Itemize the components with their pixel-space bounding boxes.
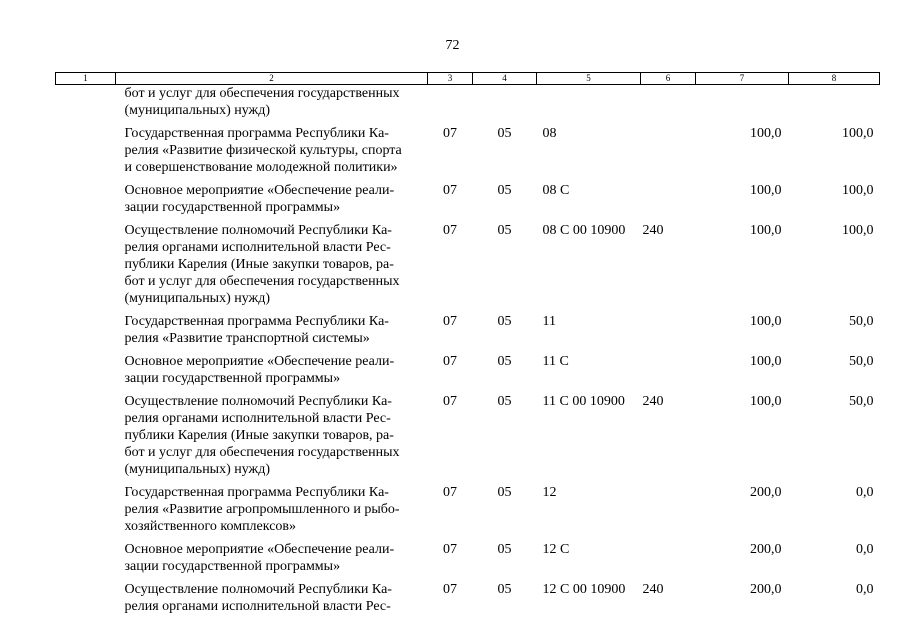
subsection-code bbox=[473, 85, 537, 120]
header-col-8: 8 bbox=[789, 73, 880, 85]
row-description bbox=[116, 387, 428, 478]
table-header bbox=[56, 73, 880, 85]
description-line: зации государственной программы» bbox=[124, 371, 341, 386]
description-line: релия «Развитие агропромышленного и рыбо- bbox=[124, 502, 400, 517]
expense-type-code bbox=[641, 176, 696, 216]
target-article-code: 11 С 00 10900 bbox=[542, 394, 625, 409]
header-col-6: 6 bbox=[641, 73, 696, 85]
section-code: 07 bbox=[443, 582, 457, 597]
subsection-code: 05 bbox=[497, 183, 512, 198]
target-article-code bbox=[537, 85, 641, 120]
table-body bbox=[56, 85, 880, 616]
table-row bbox=[56, 387, 880, 478]
description-line: (муниципальных) нужд) bbox=[124, 462, 271, 477]
table-row bbox=[56, 478, 880, 535]
budget-table bbox=[55, 72, 880, 615]
amount-year-1: 100,0 bbox=[750, 183, 782, 198]
section-code: 07 bbox=[443, 126, 457, 141]
description-line: релия органами исполнительной власти Рес- bbox=[124, 599, 391, 614]
section-code: 07 bbox=[443, 223, 457, 238]
header-col-5: 5 bbox=[537, 73, 641, 85]
target-article-code: 08 bbox=[542, 126, 557, 141]
amount-year-1: 100,0 bbox=[750, 314, 782, 329]
expense-type-code: 240 bbox=[642, 582, 664, 597]
target-article-code: 11 С bbox=[542, 354, 569, 369]
table-row bbox=[56, 176, 880, 216]
row-number-cell bbox=[56, 216, 116, 307]
page-number: 72 bbox=[445, 38, 460, 53]
amount-year-2: 0,0 bbox=[856, 582, 874, 597]
subsection-code: 05 bbox=[497, 223, 512, 238]
description-line: публики Карелия (Иные закупки товаров, ра- bbox=[124, 428, 394, 443]
amount-year-2: 100,0 bbox=[842, 126, 874, 141]
amount-year-2: 50,0 bbox=[849, 394, 874, 409]
amount-year-2: 50,0 bbox=[849, 314, 874, 329]
description-line: релия «Развитие транспортной системы» bbox=[124, 331, 370, 346]
section-code: 07 bbox=[443, 314, 457, 329]
row-number-cell bbox=[56, 347, 116, 387]
description-line: бот и услуг для обеспечения государственных bbox=[124, 274, 400, 289]
expense-type-code bbox=[641, 307, 696, 347]
description-line: релия «Развитие физической культуры, спорта bbox=[124, 143, 402, 158]
target-article-code: 11 bbox=[542, 314, 556, 329]
description-line: Государственная программа Республики Ка- bbox=[124, 126, 389, 141]
description-line: Основное мероприятие «Обеспечение реали- bbox=[124, 354, 395, 369]
target-article-code: 12 С bbox=[542, 542, 570, 557]
table-row bbox=[56, 119, 880, 176]
table-row bbox=[56, 85, 880, 120]
table-row bbox=[56, 307, 880, 347]
amount-year-2: 50,0 bbox=[849, 354, 874, 369]
target-article-code: 08 С 00 10900 bbox=[542, 223, 626, 238]
description-line: зации государственной программы» bbox=[124, 559, 341, 574]
subsection-code: 05 bbox=[497, 485, 512, 500]
amount-year-1: 200,0 bbox=[750, 485, 782, 500]
section-code: 07 bbox=[443, 485, 457, 500]
row-description bbox=[116, 347, 428, 387]
row-number-cell bbox=[56, 535, 116, 575]
description-line: бот и услуг для обеспечения государственных bbox=[124, 86, 400, 101]
row-number-cell bbox=[56, 176, 116, 216]
expense-type-code bbox=[641, 347, 696, 387]
description-line: (муниципальных) нужд) bbox=[124, 291, 271, 306]
header-col-7: 7 bbox=[696, 73, 789, 85]
row-number-cell bbox=[56, 575, 116, 615]
row-number-cell bbox=[56, 387, 116, 478]
amount-year-2 bbox=[789, 85, 880, 120]
target-article-code: 12 bbox=[542, 485, 557, 500]
subsection-code: 05 bbox=[497, 126, 512, 141]
subsection-code: 05 bbox=[497, 542, 512, 557]
amount-year-1: 100,0 bbox=[750, 126, 782, 141]
row-description bbox=[116, 85, 428, 120]
section-code: 07 bbox=[443, 542, 457, 557]
row-number-cell bbox=[56, 478, 116, 535]
table-row bbox=[56, 535, 880, 575]
amount-year-2: 100,0 bbox=[842, 183, 874, 198]
amount-year-1: 100,0 bbox=[750, 354, 782, 369]
subsection-code: 05 bbox=[497, 354, 512, 369]
expense-type-code bbox=[641, 85, 696, 120]
table-row bbox=[56, 575, 880, 615]
description-line: Основное мероприятие «Обеспечение реали- bbox=[124, 542, 395, 557]
description-line: хозяйственного комплексов» bbox=[124, 519, 297, 534]
row-description bbox=[116, 119, 428, 176]
row-number-cell bbox=[56, 119, 116, 176]
description-line: Государственная программа Республики Ка- bbox=[124, 314, 389, 329]
amount-year-1 bbox=[696, 85, 789, 120]
description-line: и совершенствование молодежной политики» bbox=[124, 160, 398, 175]
description-line: релия органами исполнительной власти Рес- bbox=[124, 240, 391, 255]
section-code bbox=[428, 85, 473, 120]
amount-year-2: 100,0 bbox=[842, 223, 874, 238]
description-line: зации государственной программы» bbox=[124, 200, 341, 215]
description-line: Осуществление полномочий Республики Ка- bbox=[124, 582, 392, 597]
amount-year-1: 200,0 bbox=[750, 542, 782, 557]
description-line: релия органами исполнительной власти Рес- bbox=[124, 411, 391, 426]
row-description bbox=[116, 216, 428, 307]
expense-type-code bbox=[641, 478, 696, 535]
row-description bbox=[116, 535, 428, 575]
row-description bbox=[116, 176, 428, 216]
description-line: Основное мероприятие «Обеспечение реали- bbox=[124, 183, 395, 198]
target-article-code: 08 С bbox=[542, 183, 570, 198]
target-article-code: 12 С 00 10900 bbox=[542, 582, 626, 597]
expense-type-code: 240 bbox=[642, 394, 664, 409]
expense-type-code bbox=[641, 119, 696, 176]
description-line: Осуществление полномочий Республики Ка- bbox=[124, 223, 392, 238]
description-line: публики Карелия (Иные закупки товаров, ра- bbox=[124, 257, 394, 272]
amount-year-2: 0,0 bbox=[856, 485, 874, 500]
row-description bbox=[116, 307, 428, 347]
header-col-2: 2 bbox=[116, 73, 428, 85]
amount-year-1: 100,0 bbox=[750, 223, 782, 238]
description-line: Государственная программа Республики Ка- bbox=[124, 485, 389, 500]
subsection-code: 05 bbox=[497, 582, 512, 597]
header-col-1: 1 bbox=[56, 73, 116, 85]
section-code: 07 bbox=[443, 354, 457, 369]
subsection-code: 05 bbox=[497, 394, 512, 409]
row-number-cell bbox=[56, 307, 116, 347]
header-col-4: 4 bbox=[473, 73, 537, 85]
section-code: 07 bbox=[443, 183, 457, 198]
description-line: бот и услуг для обеспечения государственных bbox=[124, 445, 400, 460]
table-row bbox=[56, 347, 880, 387]
row-description bbox=[116, 478, 428, 535]
description-line: Осуществление полномочий Республики Ка- bbox=[124, 394, 392, 409]
expense-type-code bbox=[641, 535, 696, 575]
amount-year-2: 0,0 bbox=[856, 542, 874, 557]
header-row bbox=[56, 73, 880, 85]
header-col-3: 3 bbox=[428, 73, 473, 85]
amount-year-1: 200,0 bbox=[750, 582, 782, 597]
subsection-code: 05 bbox=[497, 314, 512, 329]
expense-type-code: 240 bbox=[642, 223, 664, 238]
row-description bbox=[116, 575, 428, 615]
description-line: (муниципальных) нужд) bbox=[124, 103, 271, 118]
amount-year-1: 100,0 bbox=[750, 394, 782, 409]
section-code: 07 bbox=[443, 394, 457, 409]
row-number-cell bbox=[56, 85, 116, 120]
table-row bbox=[56, 216, 880, 307]
